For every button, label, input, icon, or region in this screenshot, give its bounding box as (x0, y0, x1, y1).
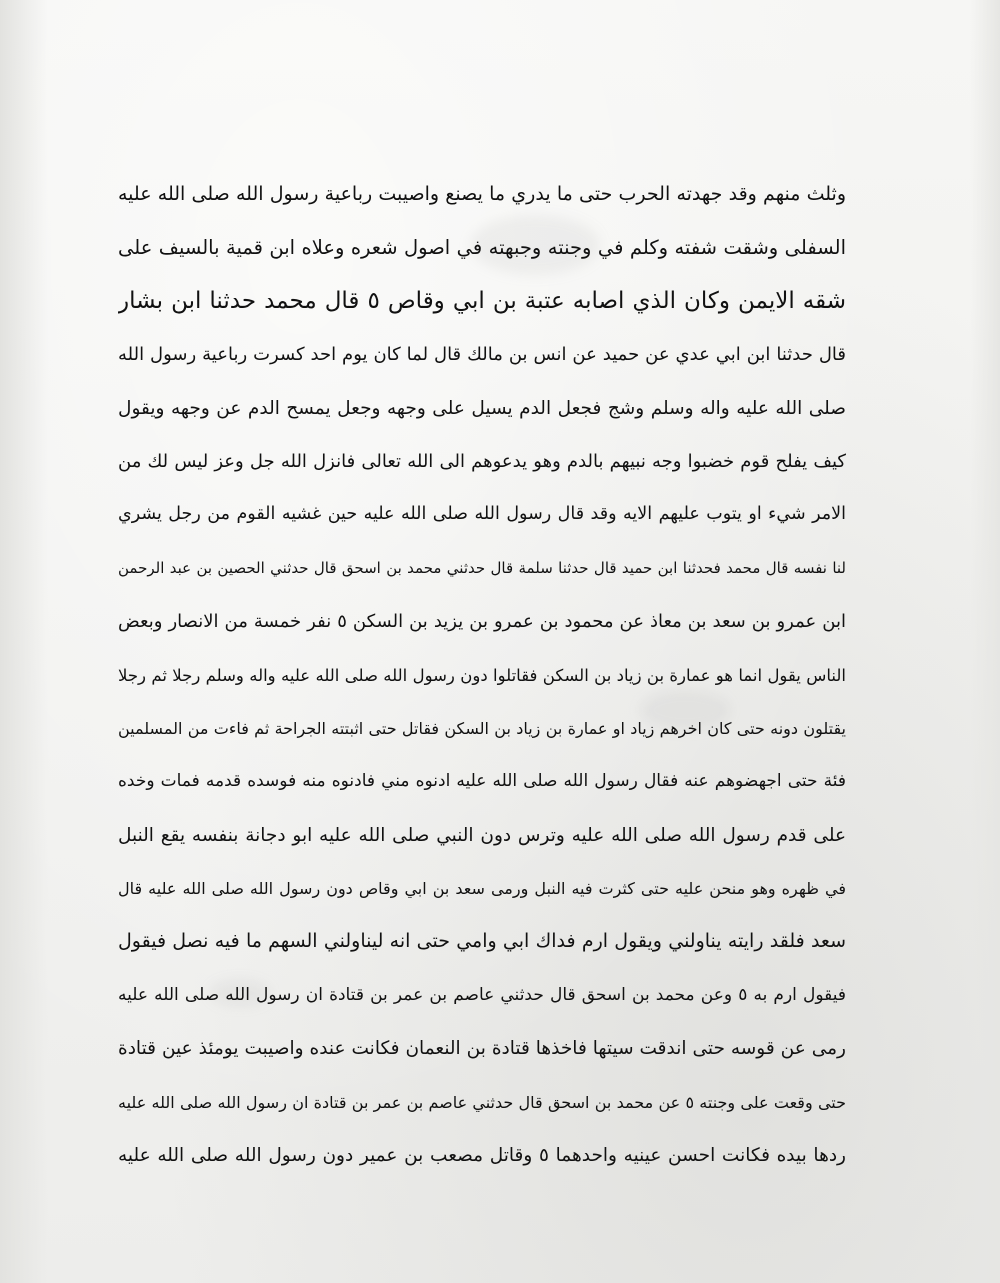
manuscript-line-19: ردها بيده فكانت احسن عينيه واحدهما ٥ وقاتل مصعب بن عمير دون رسول الله صلى الله عليه (118, 1145, 846, 1167)
manuscript-text-block (118, 168, 846, 1182)
manuscript-line-13: على قدم رسول الله صلى الله عليه وترس دون النبي صلى الله عليه ابو دجانة بنفسه يقع النبل (118, 824, 846, 846)
manuscript-line-7: الامر شيء او يتوب عليهم الايه وقد قال رسول الله صلى الله عليه حين غشيه القوم من رجل يشري (118, 504, 846, 525)
manuscript-line-4: قال حدثنا ابن ابي عدي عن حميد عن انس بن مالك قال لما كان يوم احد كسرت رباعية رسول الله (118, 344, 846, 366)
manuscript-line-14: في ظهره وهو منحن عليه حتى كثرت فيه النبل ورمى سعد بن ابي وقاص دون رسول الله صلى الله عليه قال (118, 879, 846, 899)
manuscript-line-8: لنا نفسه قال محمد فحدثنا ابن حميد قال حدثنا سلمة قال حدثني محمد بن اسحق قال حدثني الحصين بن عبد الرحمن (118, 558, 846, 577)
manuscript-line-18: حتى وقعت على وجنته ٥ عن محمد بن اسحق قال حدثني عاصم بن عمر بن قتادة ان رسول الله صلى الله عليه (118, 1092, 846, 1112)
manuscript-line-2: السفلى وشقت شفته وكلم في وجنته وجبهته في اصول شعره وعلاه ابن قمية بالسيف على (118, 236, 846, 260)
manuscript-line-5: صلى الله عليه واله وسلم وشج فجعل الدم يسيل على وجهه وجعل يمسح الدم عن وجهه ويقول (118, 397, 846, 419)
manuscript-line-9: ابن عمرو بن سعد بن معاذ عن محمود بن عمرو بن يزيد بن السكن ٥ نفر خمسة من الانصار وبعض (118, 611, 846, 633)
manuscript-line-17: رمى عن قوسه حتى اندقت سيتها فاخذها قتادة بن النعمان فكانت عنده واصيبت يومئذ عين قتادة (118, 1038, 846, 1060)
manuscript-line-3: شقه الايمن وكان الذي اصابه عتبة بن ابي وقاص ٥ قال محمد حدثنا ابن بشار (118, 287, 846, 314)
manuscript-line-15: سعد فلقد رايته يناولني ويقول ارم فداك ابي وامي حتى انه ليناولني السهم ما فيه نصل فيقول (118, 930, 846, 953)
manuscript-line-12: فئة حتى اجهضوهم عنه فقال رسول الله صلى الله عليه ادنوه مني فادنوه منه فوسده قدمه فمات وخده (118, 771, 846, 792)
manuscript-line-10: الناس يقول انما هو عمارة بن زياد بن السكن فقاتلوا دون رسول الله صلى الله عليه واله وسلم رجلا ثم رجلا (118, 665, 846, 685)
paper-edge-left (0, 0, 48, 1283)
manuscript-line-11: يقتلون دونه حتى كان اخرهم زياد او عمارة بن زياد بن السكن فقاتل حتى اثبتته الجراحة ثم فاءت من المسلمين (118, 718, 846, 738)
paper-edge-right (970, 0, 1000, 1283)
manuscript-line-6: كيف يفلح قوم خضبوا وجه نبيهم بالدم وهو يدعوهم الى الله تعالى فانزل الله جل وعز ليس لك من (118, 450, 846, 472)
manuscript-line-1: وثلث منهم وقد جهدته الحرب حتى ما يدري ما يصنع واصيبت رباعية رسول الله صلى الله عليه (118, 183, 846, 205)
manuscript-line-16: فيقول ارم به ٥ وعن محمد بن اسحق قال حدثني عاصم بن عمر بن قتادة ان رسول الله صلى الله عليه (118, 984, 846, 1005)
